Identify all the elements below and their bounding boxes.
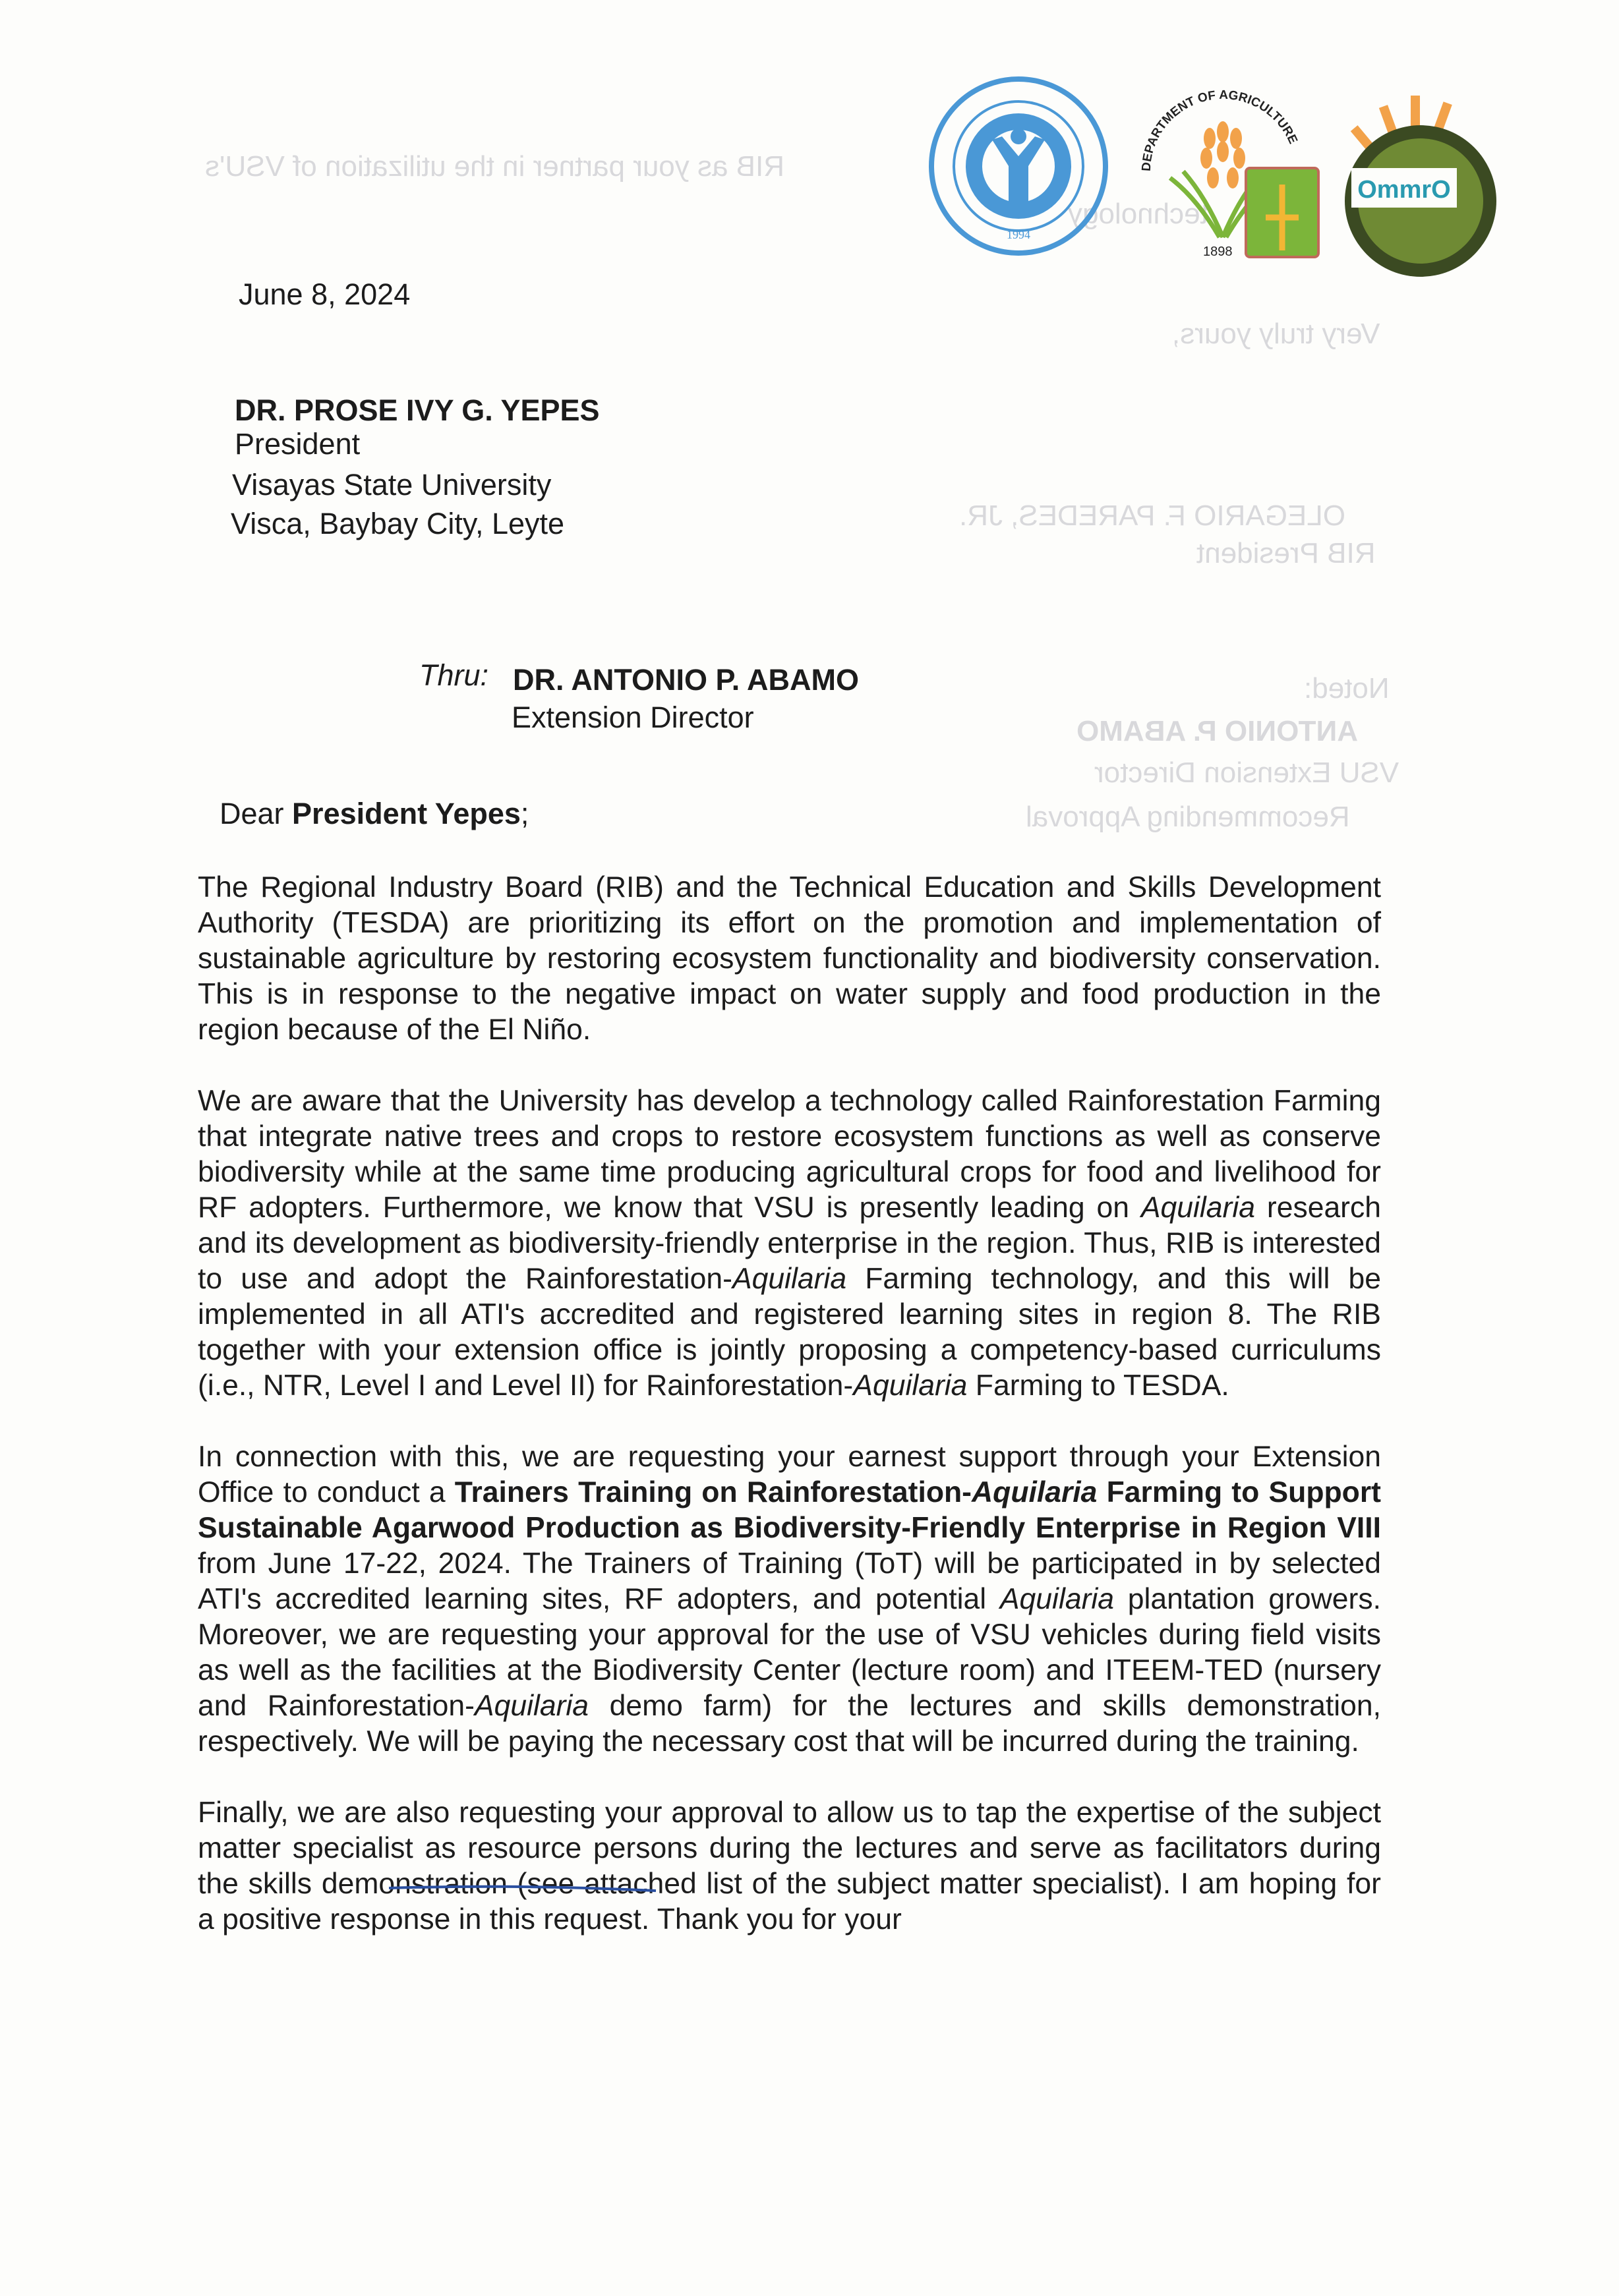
svg-text:1994: 1994 (1007, 228, 1030, 241)
paragraph-text-segment: Aquilaria (1140, 1191, 1255, 1224)
thru-title: Extension Director (512, 701, 754, 734)
paragraph-text-segment: We are aware that the University has develop a technology called Rainforestation Farming that integrate native trees and crops to restore ecosystem functions as well as conserve biodiversity while at the same time producing agricultural crops for food and livelihood for RF adopters. Furthermore, we know that VSU is presently leading on (198, 1085, 1381, 1224)
salutation-suffix: ; (520, 797, 529, 830)
ommro-logo (1332, 92, 1516, 283)
ghost-text: OLEGARIO F. PAREDES, JR. (959, 500, 1345, 532)
body-paragraph-2 (198, 1083, 1381, 1404)
ghost-text: technology (1068, 198, 1208, 230)
paragraph-text-segment: from June 17-22, 2024. The Trainers of Training (ToT) will be participated in by selected ATI's accredited learning sites, RF adopters, and potential (198, 1547, 1381, 1615)
body-paragraph-3 (198, 1439, 1381, 1760)
thru-name: DR. ANTONIO P. ABAMO (513, 663, 860, 697)
pen-underline-mark (386, 1881, 662, 1895)
paragraph-text-segment: Aquilaria (972, 1476, 1098, 1508)
recipient-name: DR. PROSE IVY G. YEPES (235, 393, 600, 427)
paragraph-text-segment: Aquilaria (474, 1690, 589, 1722)
paragraph-text-segment: In connection with this, we are requesting your earnest support through your Extension Office to conduct a (198, 1441, 1381, 1508)
ghost-text: ANTONIO P. ABAMO (1076, 715, 1359, 747)
paragraph-text-segment: Aquilaria (853, 1369, 968, 1402)
salutation (220, 796, 529, 832)
recipient-address: Visca, Baybay City, Leyte (231, 507, 565, 540)
paragraph-text-segment: Farming to TESDA. (967, 1369, 1229, 1402)
recipient-organization: Visayas State University (232, 468, 552, 502)
ghost-text: Very truly yours, (1172, 318, 1380, 350)
svg-text:DEPARTMENT OF AGRICULTURE: DEPARTMENT OF AGRICULTURE (1139, 88, 1300, 172)
letter-body (198, 870, 1381, 1973)
thru-label: Thru: (419, 658, 489, 692)
paragraph-text-segment: research and its development as biodiversity-friendly enterprise in the region. Thus, RIB is interested to use and adopt the Rainforestation- (198, 1191, 1382, 1295)
paragraph-text-segment: Aquilaria (732, 1263, 847, 1295)
body-paragraph-4 (198, 1795, 1381, 1937)
salutation-name: President Yepes (292, 797, 521, 830)
paragraph-text-segment: Farming technology, and this will be implemented in all ATI's accredited and registered learning sites in region 8. The RIB together with your extension office is jointly proposing a competency-based curriculums (i.e., NTR, Level I and Level II) for Rainforestation- (198, 1263, 1381, 1402)
paragraph-text-segment: The Regional Industry Board (RIB) and the Technical Education and Skills Development Authority (TESDA) are prioritizing its effort on the promotion and implementation of sustainable agriculture by restoring ecosystem functionality and biodiversity conservation. This is in response to the negative impact on water supply and food production in the region because of the El Niño. (198, 871, 1381, 1046)
svg-text:OmmrO: OmmrO (1357, 176, 1451, 204)
paragraph-text-segment: demo farm) for the lectures and skills demonstration, respectively. We will be paying the necessary cost that will be incurred during the training. (198, 1690, 1381, 1758)
ghost-text: Noted: (1304, 672, 1390, 704)
letter-date: June 8, 2024 (239, 277, 411, 311)
paragraph-text-segment: plantation growers. Moreover, we are requesting your approval for the use of VSU vehicles during field visits as well as the facilities at the Biodiversity Center (lecture room) and ITEEM-TED (nursery and Rainforestation- (198, 1583, 1381, 1722)
department-of-agriculture-logo (1131, 86, 1328, 270)
salutation-prefix: Dear (220, 797, 293, 830)
ghost-text: VSU Extension Director (1094, 757, 1399, 789)
paragraph-text-segment: Farming to Support Sustainable Agarwood Production as Biodiversity-Friendly Enterprise in Region VIII (198, 1476, 1381, 1544)
ghost-text: RIB as your partner in the utilization of VSU's (205, 150, 785, 183)
paragraph-text-segment: Finally, we are also requesting your approval to allow us to tap the expertise of the subject matter specialist as resource persons during the lectures and serve as facilitators during the skills demonstration (see attached list of the subject matter specialist). I am hoping for a positive response in this request. Thank you for your (198, 1796, 1381, 1936)
body-paragraph-1 (198, 870, 1381, 1048)
paragraph-text-segment: Trainers Training on Rainforestation- (454, 1476, 972, 1508)
ghost-text: RIB President (1196, 537, 1376, 569)
ghost-text: Recommending Approval (1026, 801, 1350, 833)
paragraph-text-segment: Aquilaria (999, 1583, 1115, 1615)
tesda-logo (926, 74, 1111, 258)
svg-text:1898: 1898 (1203, 244, 1233, 259)
recipient-title: President (235, 427, 361, 461)
